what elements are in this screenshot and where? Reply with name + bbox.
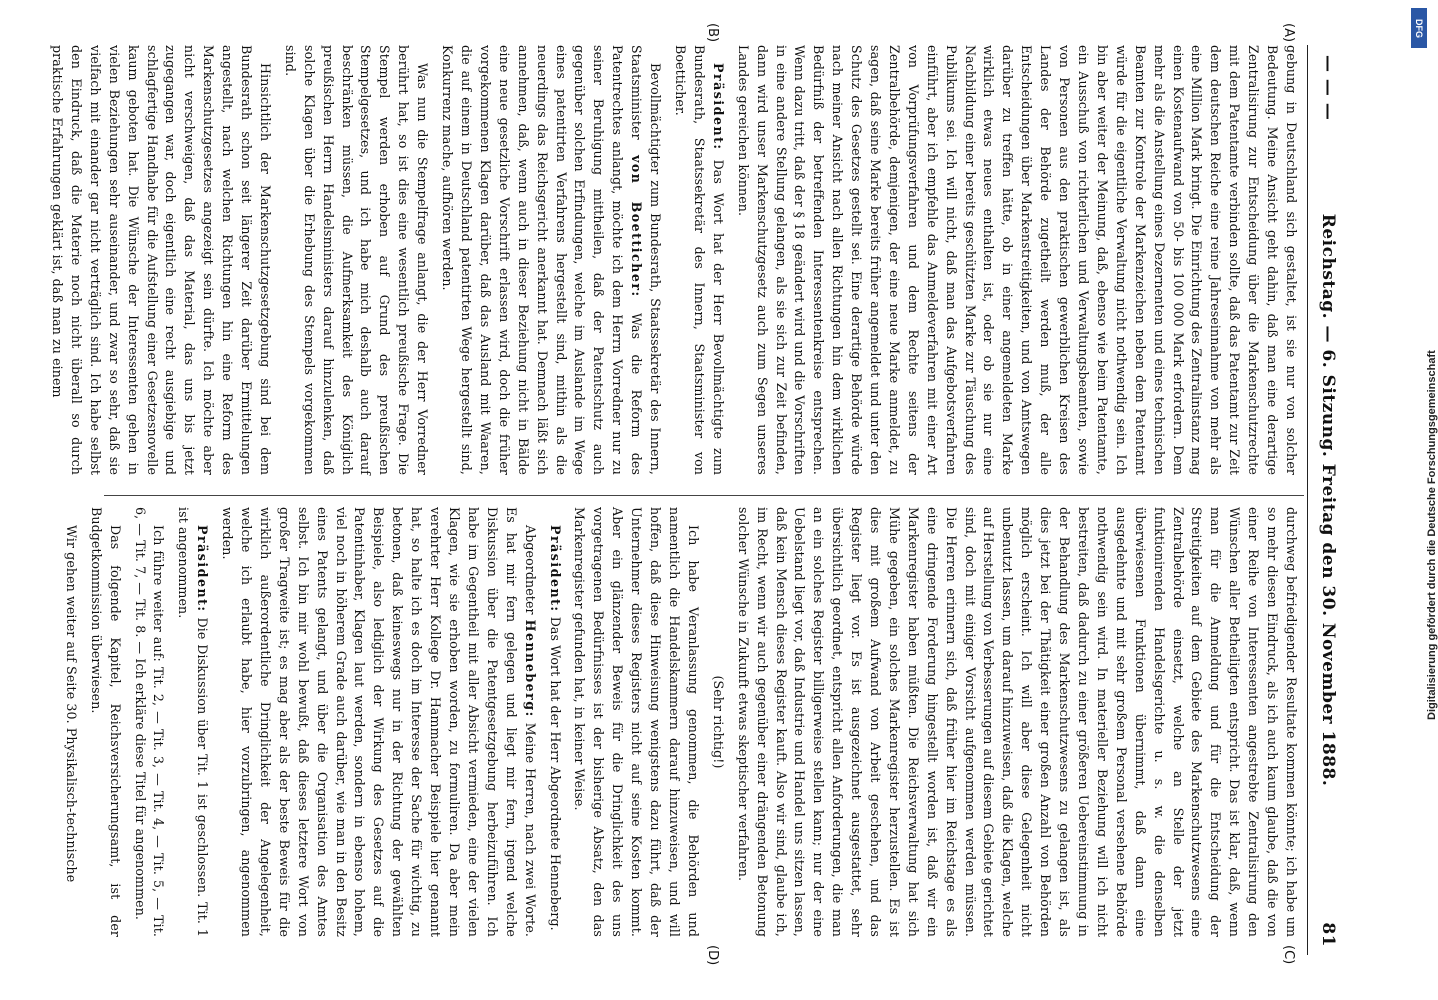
paragraph-text: Das Wort hat der Herr Abgeordnete Henneberg. xyxy=(547,616,563,931)
left-column xyxy=(41,45,1300,475)
speaker-name: Präsident: xyxy=(195,525,211,613)
margin-marker-c: (C) xyxy=(1281,945,1296,965)
speaker-name: Präsident: xyxy=(547,525,563,613)
interjection: (Sehr richtig!) xyxy=(710,675,726,769)
speaker-title: Abgeordneter xyxy=(522,525,538,615)
paragraph: Wir gehen weiter auf Seite 30. Physikalisch-technische xyxy=(63,525,79,883)
paragraph: Hinsichtlich der Markenschutzgesetzgebung sind bei dem Bundesrath schon seit längerer Zeit darüber Ermittelungen angestellt, nach welchen Richtungen hin eine Reform des Markenschutzgesetzes angezeigt sein dürfte. Ich möchte aber nicht verschweigen, daß das Material, das uns bis jetzt zugegangen war, doch eigentlich eine recht ausgiebige und schlagfertige Handhabe für die Aufstellung einer Gesetzesnovelle kaum geboten hat. Die Wünsche der Interessenten gehen in vielen Beziehungen sehr auseinander, und zwar so sehr, daß sie vielfach mit einander gar nicht verträglich sind. Ich habe selbst den Eindruck, daß die Materie noch nicht überall so durch praktische Erfahrungen geklärt ist, daß man zu einem xyxy=(50,45,273,475)
speaker-title: Bevollmächtigter zum Bundesrath, Staatssekretär des Innern, Staatsminister xyxy=(629,45,664,475)
paragraph: Ich führe weiter auf: Tit. 2, — Tit. 3, — Tit. 4, — Tit. 5, — Tit. 6, — Tit. 7, — Tit. 8. — Ich erkläre diese Titel für angenommen. xyxy=(132,507,167,937)
dfg-logo: DFG xyxy=(1411,8,1427,48)
page-number: 81 xyxy=(1318,922,1338,947)
column-divider xyxy=(104,495,1304,496)
running-header xyxy=(1310,45,1340,955)
margin-marker-a: (A) xyxy=(1281,23,1296,43)
margin-marker-b: (B) xyxy=(705,23,720,43)
paragraph: Was nun die Stempelfrage anlangt, die der Herr Vorredner berührt hat, so ist dies eine wesentlich preußische Frage. Die Stempel werden erhoben auf Grund des preußischen Stempelgesetzes, und ich habe mich deshalb auch darauf beschränken müssen, die Aufmerksamkeit des Königlich preußischen Herrn Handelsministers darauf hinzulenken, daß solche Klagen über die Erhebung des Stempels vorgekommen sind. xyxy=(282,45,431,475)
digitization-credit: Digitalisierung gefördert durch die Deutsche Forschungsgemeinschaft xyxy=(1426,350,1438,720)
paragraph-text: Das Wort hat der Herr Bevollmächtigte zum Bundesrath, Staatssekretär des Innern, Staatsminister von Boetticher. xyxy=(673,45,726,475)
page-title: Reichstag. — 6. Sitzung. Freitag den 30. November 1888. xyxy=(1318,213,1338,787)
paragraph xyxy=(437,45,664,475)
right-column xyxy=(55,507,1300,937)
paragraph: durchweg befriedigender Resultate kommen könnte; ich habe um so mehr diesen Eindruck, als ich auch kaum glaube, daß die von einer Reihe von Interessenten angestrebte Zentralisirung den Wünschen aller Betheiligten entspricht. Das ist klar, daß, wenn man für die Anmeldung und für die Entscheidung der Streitigkeiten auf dem Gebiete des Markenschutzwesens eine Zentralbehörde einsetzt, welche an Stelle der jetzt funktionirenden Handelsgerichte u. s. w. die denselben überwiesenen Funktionen übernimmt, daß dann eine ausgedehnte und mit sehr großem Personal versehene Behörde nothwendig sein wird. In materieller Beziehung will ich nicht bestreiten, daß dadurch zu einer größeren Uebereinstimmung in der Behandlung des Markenschutzwesens zu gelangen ist, als dies jetzt bei der Thätigkeit einer großen Anzahl von Behörden möglich erscheint. Ich will aber diese Gelegenheit nicht unbenutzt lassen, um darauf hinzuweisen, daß die Klagen, welche auf Herstellung von Verbesserungen auf diesem Gebiete gerichtet sind, doch mit einiger Vorsicht aufgenommen werden müssen. Die Herren erinnern sich, daß früher hier im Reichstage es als eine dringende Forderung hingestellt worden ist, daß wir ein Markenregister haben müßten. Die Reichsverwaltung hat sich Mühe gegeben, ein solches Markenregister herzustellen. Es ist dies mit großem Aufwand von Arbeit geschehen, und das Register liegt vor. Es ist ausgezeichnet ausgestattet, sehr übersichtlich geordnet, entspricht allen Anforderungen, die man an ein solches Register billigerweise stellen kann; nur der eine Uebelstand liegt vor, daß Industrie und Handel uns sitzen lassen, daß kein Mensch dieses Register kauft. Also wir sind, glaube ich, im Recht, wenn wir auch gegenüber einer drängenden Betonung solcher Wünsche in Zukunft etwas skeptischer verfahren. xyxy=(735,507,1299,937)
paragraph: Ich habe Veranlassung genommen, die Behörden und namentlich die Handelskammern darauf hinzuweisen, und will hoffen, daß diese Hinweisung wenigstens dazu führt, daß der Unternehmer dieses Registers nicht auf seine Kosten kommt. Aber ein glänzender Beweis für die Dringlichkeit des uns vorgetragenen Bedürfnisses ist der bisherige Absatz, den das Markenregister gefunden hat, in keiner Weise. xyxy=(572,507,701,937)
speaker-name: Henneberg: xyxy=(522,619,538,718)
speaker-name: von Boetticher: xyxy=(629,155,645,298)
paragraph xyxy=(545,507,564,937)
margin-marker-d: (D) xyxy=(705,945,720,966)
header-rule xyxy=(1307,45,1308,955)
paragraph-text: Meine Herren, nach zwei Worte. Es hat mir fern gelegen und liegt mir fern, irgend welche Diskussion über die Patentgesetzgebung herbeizuführen. Ich habe im Gegentheil mit aller Absicht vermieden, eine der vielen Klagen, wie sie erhoben worden, zu formuliren. Da aber mein verehrter Herr Kollege Dr. Hammacher Beispiele hier genannt hat, so halte ich es doch im Interesse der Sache für wichtig, zu betonen, daß keineswegs nur in der Richtung der gewählten Beispiele, also lediglich der Wirkung des Gesetzes auf die Patentinhaber, Klagen laut werden, sondern in ebenso hohem, viel noch in höherem Grade auch darüber, wie man in den Besitz eines Patents gelangt, und über die Organisation des Amtes selbst. Ich bin mir wohl bewußt, daß dieses letztere Wort von großer Tragweite ist; es mag aber als der beste Beweis für die wirklich außerordentliche Dringlichkeit der Angelegenheit, welche ich erlaubt habe, hier vorzubringen, angenommen werden. xyxy=(220,507,538,937)
paragraph: gebung in Deutschland sich gestaltet, ist sie nur von solcher Bedeutung. Meine Ansicht geht dahin, daß man eine derartige Zentralisirung zur Entscheidung über die Markenschutzrechte mit dem Patentamte verbinden sollte, daß das Patentamt zur Zeit dem deutschen Reiche eine reine Jahreseinnahme von mehr als eine Million Mark bringt. Die Einrichtung des Zentralinstanz mag einen Kostenaufwand von 50- bis 100 000 Mark erfordern. Dem mehr als die Anstellung eines Dezernenten und eines technischen Beamten zur Kontrole der Markenzeichen neben dem Patentamt würde für die eigentliche Verwaltung nicht nothwendig sein. Ich bin aber weiter der Meinung, daß, ebenso wie beim Patentamte, ein Ausschuß von richterlichen und Verwaltungsbeamten, sowie von Personen aus den praktischen gewerblichen Kreisen des Landes der Behörde zugetheilt werden muß, der alle Entscheidungen über Markenstreitigkeiten, und von Amtswegen darüber zu treffen hätte, ob in einer angemeldeten Marke wirklich etwas neues enthalten ist, oder ob sie nur eine Nachbildung einer bereits geschützten Marke zur Täuschung des Publikums sei. Ich will nicht, daß man das Aufgebotsverfahren einführt, aber ich empfehle das Anmeldeverfahren mit einer Art von Vorprüfungsverfahren und dem Rechte seitens der Zentralbehörde, demjenigen, der eine neue Marke anmeldet, zu sagen, daß seine Marke bereits früher angemeldet und unter den Schutz des Gesetzes gestellt sei. Eine derartige Behörde würde nach meiner Ansicht nach allen Richtungen hin dem wirklichen Bedürfniß der betreffenden Interessentenkreise entsprechen. Wenn dazu tritt, daß der § 18 geändert wird und die Vorschriften in eine andere Stellung gelangen, als sie sich zur Zeit befinden, dann wird unser Markenschutzgesetz auch zum Segen unseres Landes gereichen können. xyxy=(735,45,1299,475)
dfg-credit-strip xyxy=(1408,0,1438,1000)
paragraph-text: Die Diskussion über Tit. 1 ist geschlossen. Tit. 1 ist angenommen. xyxy=(176,507,211,938)
header-dash: — — — xyxy=(1318,55,1338,121)
speaker-name: Präsident: xyxy=(710,63,726,151)
paragraph: Das folgende Kapitel, Reichsversicherungsamt, ist der Budgetkommission überwiesen. xyxy=(88,507,123,937)
rotated-document-page xyxy=(50,23,1340,966)
paragraph xyxy=(670,45,727,475)
paragraph xyxy=(217,507,538,937)
paragraph xyxy=(173,507,211,937)
paragraph-text: Was die Reform des Patentrechtes anlangt, möchte ich dem Herrn Vorredner nur zu seiner Beruhigung mittheilen, daß der Patentschutz auch gegenüber solchen Erfindungen, welche im Auslande im Wege eines patentirten Verfahrens hergestellt sind, mithin als die neuerdings das Reichsgericht anerkannt hat. Demnach läßt sich annehmen, daß, wenn auch in dieser Beziehung nicht in Bälde eine neue gesetzliche Vorschrift erlassen wird, doch die früher vorgekommenen Klagen darüber, daß das Ausland mit Waaren, die auf einem in Deutschland patentirten Wege hergestellt sind, Konkurrenz mache, aufhören werden. xyxy=(440,45,645,476)
